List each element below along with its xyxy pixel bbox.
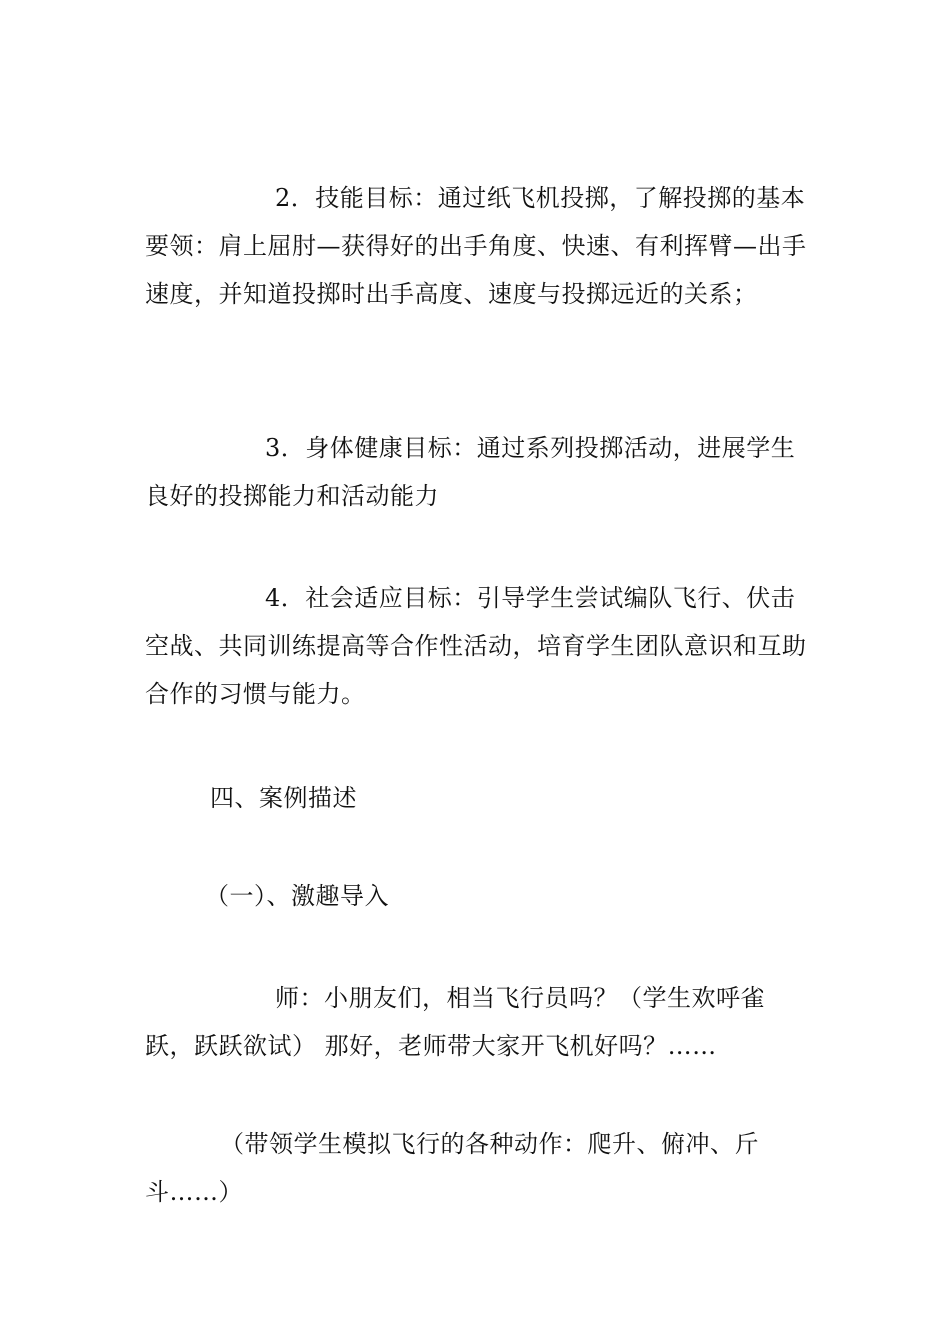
paragraph-social-goal: 4．社会适应目标：引导学生尝试编队飞行、伏击空战、共同训练提高等合作性活动，培育学生团队意识和互助合作的习惯与能力。 — [145, 584, 807, 708]
section-heading-case-description: 四、案例描述 — [210, 784, 357, 812]
subsection-heading-intro: （一）、激趣导入 — [205, 882, 389, 910]
paragraph-activity-note: （带领学生模拟飞行的各种动作：爬升、俯冲、斤斗……） — [145, 1130, 759, 1206]
paragraph-teacher-dialogue: 师：小朋友们，相当飞行员吗？（学生欢呼雀跃，跃跃欲试） 那好，老师带大家开飞机好吗？…… — [145, 984, 765, 1060]
paragraph-health-goal: 3．身体健康目标：通过系列投掷活动，进展学生良好的投掷能力和活动能力 — [145, 434, 796, 510]
paragraph-skill-goal: 2．技能目标：通过纸飞机投掷，了解投掷的基本要领：肩上屈肘—获得好的出手角度、快速、有利挥臂—出手速度，并知道投掷时出手高度、速度与投掷远近的关系； — [145, 184, 807, 308]
